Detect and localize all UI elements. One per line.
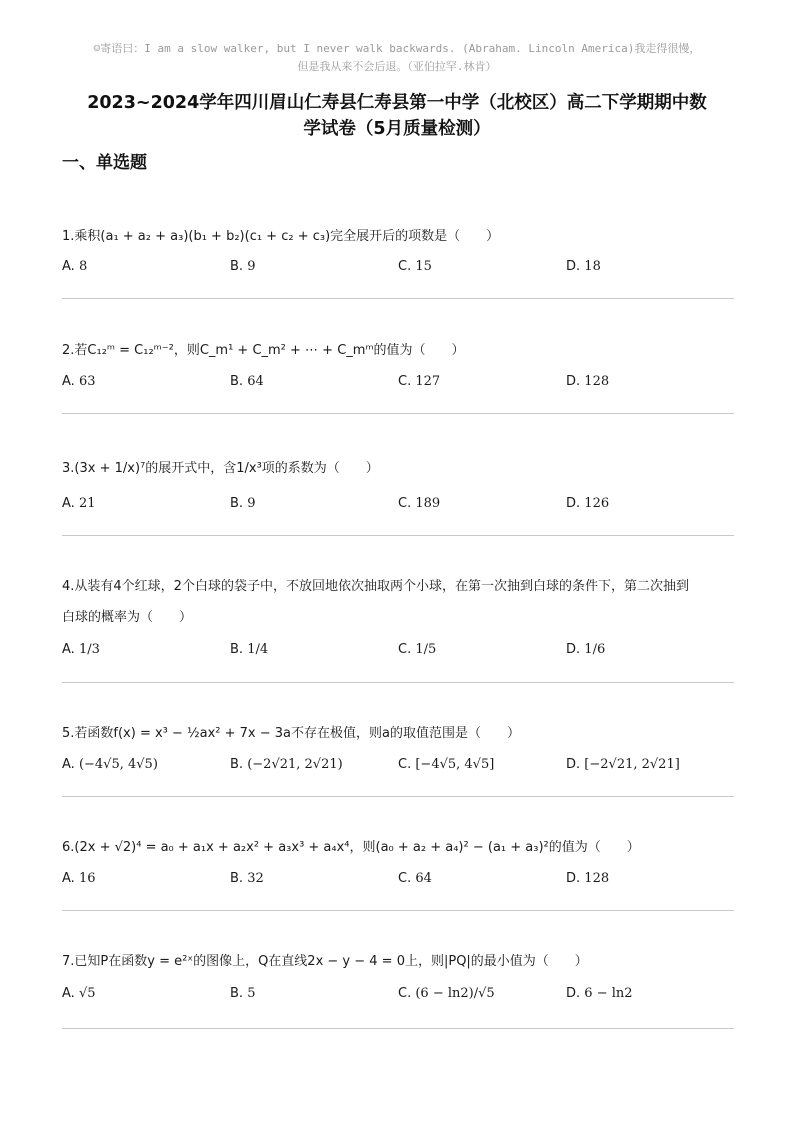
- option-label: A.: [62, 757, 75, 772]
- option-d[interactable]: [566, 371, 609, 393]
- option-label: D.: [566, 871, 581, 886]
- option-label: D.: [566, 496, 581, 511]
- question-6-stem: 6.(2x + √2)⁴ = a₀ + a₁x + a₂x² + a₃x³ + a₄x⁴，则(a₀ + a₂ + a₄)² − (a₁ + a₃)²的值为（ ）: [62, 840, 640, 855]
- option-b[interactable]: [230, 493, 255, 515]
- option-value: 1/6: [584, 642, 606, 657]
- option-label: B.: [230, 496, 244, 511]
- option-c[interactable]: [398, 256, 432, 278]
- question-4-stem-line-1: 4.从装有4个红球，2个白球的袋子中，不放回地依次抽取两个小球，在第一次抽到白球的条件下，第二次抽到: [62, 579, 689, 594]
- option-value: [−2√21, 2√21]: [584, 757, 680, 772]
- question-divider: [62, 682, 734, 683]
- option-label: A.: [62, 374, 75, 389]
- option-b[interactable]: [230, 639, 268, 661]
- option-a[interactable]: [62, 639, 100, 661]
- option-d[interactable]: [566, 868, 609, 890]
- option-label: C.: [398, 871, 412, 886]
- option-label: C.: [398, 374, 412, 389]
- option-label: B.: [230, 986, 244, 1001]
- option-label: D.: [566, 374, 581, 389]
- option-label: A.: [62, 642, 75, 657]
- option-value: 32: [247, 871, 264, 886]
- option-d[interactable]: [566, 754, 680, 776]
- option-value: (−2√21, 2√21): [247, 757, 343, 772]
- question-1-stem: 1.乘积(a₁ + a₂ + a₃)(b₁ + b₂)(c₁ + c₂ + c₃)完全展开后的项数是（ ）: [62, 229, 500, 244]
- option-value: 18: [584, 259, 601, 274]
- option-a[interactable]: [62, 493, 95, 515]
- option-value: 189: [415, 496, 441, 511]
- option-c[interactable]: [398, 639, 436, 661]
- option-value: 5: [247, 986, 256, 1001]
- motto-line-2: 但是我从来不会后退。（亚伯拉罕.林肯）: [297, 60, 497, 73]
- option-value: 21: [78, 496, 96, 511]
- question-2-options: [62, 371, 742, 395]
- question-1-options: [62, 256, 742, 280]
- option-label: B.: [230, 642, 244, 657]
- option-a[interactable]: [62, 371, 95, 393]
- option-c[interactable]: [398, 868, 432, 890]
- option-value: 127: [415, 374, 441, 389]
- option-value: 64: [247, 374, 264, 389]
- option-value: 8: [78, 259, 88, 274]
- question-7-stem: 7.已知P在函数y = e²ˣ的图像上，Q在直线2x − y − 4 = 0上，则|PQ|的最小值为（ ）: [62, 954, 588, 969]
- option-value: 6 − ln2: [584, 986, 633, 1001]
- option-b[interactable]: [230, 754, 343, 776]
- question-7-options: [62, 983, 742, 1007]
- option-value: 9: [247, 259, 256, 274]
- motto-line-1: ☺寄语曰：I am a slow walker, but I never walk backwards. (Abraham. Lincoln America)我走得很慢，: [93, 42, 701, 55]
- option-a[interactable]: [62, 983, 96, 1005]
- option-label: A.: [62, 496, 75, 511]
- option-value: 1/3: [78, 642, 100, 657]
- option-label: C.: [398, 259, 412, 274]
- option-value: 15: [415, 259, 432, 274]
- question-5-options: [62, 754, 742, 778]
- option-label: C.: [398, 496, 412, 511]
- question-divider: [62, 298, 734, 299]
- option-label: B.: [230, 374, 244, 389]
- option-label: C.: [398, 757, 412, 772]
- option-value: √5: [78, 986, 96, 1001]
- option-d[interactable]: [566, 256, 601, 278]
- question-divider: [62, 535, 734, 536]
- question-3-stem: 3.(3x + 1/x)⁷的展开式中，含1/x³项的系数为（ ）: [62, 461, 379, 476]
- option-a[interactable]: [62, 754, 158, 776]
- section-title: 一、单选题: [62, 153, 147, 173]
- option-label: D.: [566, 259, 581, 274]
- exam-title-line-1: 2023~2024学年四川眉山仁寿县仁寿县第一中学（北校区）高二下学期期中数: [87, 93, 707, 113]
- option-c[interactable]: [398, 754, 494, 776]
- option-b[interactable]: [230, 256, 255, 278]
- question-3-options: [62, 493, 742, 517]
- question-divider: [62, 1028, 734, 1029]
- option-c[interactable]: [398, 493, 440, 515]
- option-a[interactable]: [62, 868, 95, 890]
- option-value: 128: [584, 374, 610, 389]
- option-d[interactable]: [566, 639, 605, 661]
- option-value: 64: [415, 871, 432, 886]
- option-b[interactable]: [230, 983, 255, 1005]
- option-label: D.: [566, 986, 581, 1001]
- exam-title-line-2: 学试卷（5月质量检测）: [303, 119, 491, 139]
- option-label: C.: [398, 986, 412, 1001]
- option-label: A.: [62, 259, 75, 274]
- option-value: 9: [247, 496, 256, 511]
- option-d[interactable]: [566, 493, 609, 515]
- option-label: D.: [566, 642, 581, 657]
- question-divider: [62, 910, 734, 911]
- question-2-stem: 2.若C₁₂ᵐ = C₁₂ᵐ⁻²，则C_m¹ + C_m² + ⋯ + C_mᵐ的值为（ ）: [62, 343, 465, 358]
- option-a[interactable]: [62, 256, 87, 278]
- question-4-stem-line-2: 白球的概率为（ ）: [62, 610, 193, 625]
- option-value: [−4√5, 4√5]: [415, 757, 495, 772]
- question-divider: [62, 796, 734, 797]
- option-value: (6 − ln2)/√5: [415, 986, 495, 1001]
- option-value: (−4√5, 4√5): [78, 757, 158, 772]
- option-label: A.: [62, 986, 75, 1001]
- option-c[interactable]: [398, 371, 440, 393]
- question-4-options: [62, 639, 742, 663]
- option-label: B.: [230, 757, 244, 772]
- option-value: 16: [78, 871, 96, 886]
- option-c[interactable]: [398, 983, 495, 1005]
- option-value: 63: [78, 374, 96, 389]
- option-value: 1/5: [415, 642, 437, 657]
- option-label: A.: [62, 871, 75, 886]
- option-label: D.: [566, 757, 581, 772]
- option-d[interactable]: [566, 983, 633, 1005]
- option-value: 1/4: [247, 642, 269, 657]
- option-label: B.: [230, 259, 244, 274]
- option-label: C.: [398, 642, 412, 657]
- question-6-options: [62, 868, 742, 892]
- question-5-stem: 5.若函数f(x) = x³ − ½ax² + 7x − 3a不存在极值，则a的取值范围是（ ）: [62, 726, 520, 741]
- option-value: 126: [584, 496, 610, 511]
- question-divider: [62, 413, 734, 414]
- option-b[interactable]: [230, 371, 264, 393]
- option-value: 128: [584, 871, 610, 886]
- option-b[interactable]: [230, 868, 264, 890]
- option-label: B.: [230, 871, 244, 886]
